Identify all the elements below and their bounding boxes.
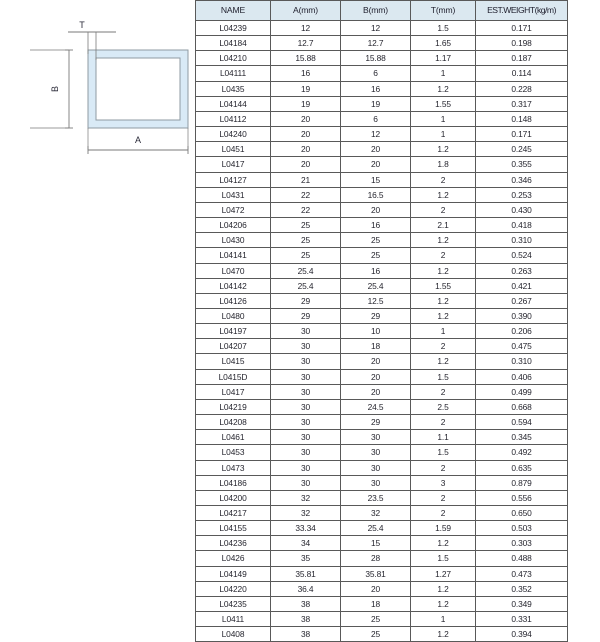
cell-dimension-b: 25 xyxy=(341,233,411,248)
cell-thickness-t: 1.17 xyxy=(411,51,476,66)
cell-est-weight: 0.418 xyxy=(476,218,568,233)
cell-est-weight: 0.668 xyxy=(476,399,568,414)
cell-dimension-a: 25 xyxy=(271,248,341,263)
thickness-label: T xyxy=(79,20,85,30)
cell-dimension-a: 30 xyxy=(271,430,341,445)
cell-est-weight: 0.171 xyxy=(476,21,568,36)
cell-thickness-t: 1 xyxy=(411,324,476,339)
cell-est-weight: 0.171 xyxy=(476,127,568,142)
cell-name: L04220 xyxy=(196,581,271,596)
cell-name: L04240 xyxy=(196,127,271,142)
cell-dimension-a: 34 xyxy=(271,536,341,551)
cell-dimension-b: 28 xyxy=(341,551,411,566)
table-row xyxy=(196,490,568,505)
cell-dimension-b: 20 xyxy=(341,354,411,369)
cell-thickness-t: 2 xyxy=(411,202,476,217)
cell-dimension-a: 32 xyxy=(271,490,341,505)
cell-thickness-t: 1.2 xyxy=(411,627,476,642)
cell-dimension-b: 20 xyxy=(341,369,411,384)
cell-name: L04144 xyxy=(196,96,271,111)
cell-dimension-a: 22 xyxy=(271,202,341,217)
cell-est-weight: 0.390 xyxy=(476,308,568,323)
cell-dimension-a: 35 xyxy=(271,551,341,566)
cell-name: L0426 xyxy=(196,551,271,566)
table-row xyxy=(196,36,568,51)
cell-name: L04219 xyxy=(196,399,271,414)
table-row xyxy=(196,278,568,293)
cell-est-weight: 0.556 xyxy=(476,490,568,505)
table-row xyxy=(196,293,568,308)
cell-dimension-b: 30 xyxy=(341,445,411,460)
cell-dimension-a: 30 xyxy=(271,460,341,475)
cell-est-weight: 0.394 xyxy=(476,627,568,642)
column-header-est-weight: EST.WEIGHT(kg/m) xyxy=(476,1,568,21)
table-row xyxy=(196,157,568,172)
table-row xyxy=(196,142,568,157)
column-header-b: B(mm) xyxy=(341,1,411,21)
cell-thickness-t: 1.8 xyxy=(411,157,476,172)
table-header xyxy=(196,1,568,21)
cell-dimension-b: 20 xyxy=(341,384,411,399)
cell-thickness-t: 3 xyxy=(411,475,476,490)
cell-thickness-t: 1.59 xyxy=(411,521,476,536)
cell-est-weight: 0.228 xyxy=(476,81,568,96)
cell-name: L0451 xyxy=(196,142,271,157)
rectangular-tube-cross-section-diagram xyxy=(0,18,195,183)
cell-dimension-b: 12 xyxy=(341,127,411,142)
cell-thickness-t: 2 xyxy=(411,248,476,263)
cell-dimension-b: 18 xyxy=(341,339,411,354)
cell-dimension-b: 16 xyxy=(341,218,411,233)
cell-thickness-t: 2 xyxy=(411,384,476,399)
cell-thickness-t: 1.5 xyxy=(411,551,476,566)
cell-thickness-t: 1.1 xyxy=(411,430,476,445)
table-row xyxy=(196,430,568,445)
cell-thickness-t: 2 xyxy=(411,172,476,187)
table-row xyxy=(196,308,568,323)
cell-dimension-b: 16.5 xyxy=(341,187,411,202)
table-row xyxy=(196,627,568,642)
cell-thickness-t: 1.5 xyxy=(411,21,476,36)
cell-est-weight: 0.430 xyxy=(476,202,568,217)
cell-thickness-t: 1.2 xyxy=(411,596,476,611)
cell-name: L04155 xyxy=(196,521,271,536)
cell-est-weight: 0.148 xyxy=(476,111,568,126)
cell-dimension-a: 15.88 xyxy=(271,51,341,66)
cell-est-weight: 0.303 xyxy=(476,536,568,551)
table-row xyxy=(196,324,568,339)
cell-dimension-b: 12 xyxy=(341,21,411,36)
cell-name: L04208 xyxy=(196,415,271,430)
cell-dimension-a: 35.81 xyxy=(271,566,341,581)
cell-dimension-b: 30 xyxy=(341,460,411,475)
table-row xyxy=(196,51,568,66)
cell-est-weight: 0.310 xyxy=(476,354,568,369)
cell-name: L0411 xyxy=(196,612,271,627)
table-row xyxy=(196,415,568,430)
cell-est-weight: 0.406 xyxy=(476,369,568,384)
cell-dimension-b: 6 xyxy=(341,111,411,126)
cell-dimension-a: 19 xyxy=(271,96,341,111)
cell-thickness-t: 1.2 xyxy=(411,233,476,248)
cell-est-weight: 0.492 xyxy=(476,445,568,460)
column-header-name: NAME xyxy=(196,1,271,21)
cell-name: L04217 xyxy=(196,506,271,521)
cell-dimension-b: 35.81 xyxy=(341,566,411,581)
cell-dimension-a: 20 xyxy=(271,111,341,126)
cell-thickness-t: 2 xyxy=(411,506,476,521)
cell-dimension-a: 12.7 xyxy=(271,36,341,51)
cell-dimension-a: 38 xyxy=(271,612,341,627)
cell-est-weight: 0.488 xyxy=(476,551,568,566)
cell-dimension-b: 20 xyxy=(341,142,411,157)
cell-name: L04141 xyxy=(196,248,271,263)
table-row xyxy=(196,202,568,217)
cell-dimension-b: 10 xyxy=(341,324,411,339)
cell-est-weight: 0.245 xyxy=(476,142,568,157)
specification-table xyxy=(195,0,568,642)
table-row xyxy=(196,21,568,36)
cell-name: L0472 xyxy=(196,202,271,217)
cell-dimension-a: 33.34 xyxy=(271,521,341,536)
cell-name: L04186 xyxy=(196,475,271,490)
table-row xyxy=(196,612,568,627)
cell-dimension-a: 30 xyxy=(271,384,341,399)
cell-est-weight: 0.263 xyxy=(476,263,568,278)
table-row xyxy=(196,521,568,536)
cell-name: L04206 xyxy=(196,218,271,233)
cell-dimension-a: 30 xyxy=(271,354,341,369)
table-row xyxy=(196,187,568,202)
cell-dimension-a: 20 xyxy=(271,142,341,157)
cell-est-weight: 0.421 xyxy=(476,278,568,293)
cell-est-weight: 0.473 xyxy=(476,566,568,581)
cell-est-weight: 0.331 xyxy=(476,612,568,627)
table-row xyxy=(196,233,568,248)
cell-est-weight: 0.650 xyxy=(476,506,568,521)
table-header-row xyxy=(196,1,568,21)
cell-est-weight: 0.267 xyxy=(476,293,568,308)
table-row xyxy=(196,96,568,111)
cell-dimension-b: 25 xyxy=(341,248,411,263)
cell-name: L04239 xyxy=(196,21,271,36)
table-row xyxy=(196,263,568,278)
cell-dimension-b: 15 xyxy=(341,536,411,551)
cell-dimension-a: 20 xyxy=(271,157,341,172)
cell-dimension-b: 25.4 xyxy=(341,521,411,536)
cell-thickness-t: 1.27 xyxy=(411,566,476,581)
cell-est-weight: 0.352 xyxy=(476,581,568,596)
cell-name: L04197 xyxy=(196,324,271,339)
cell-thickness-t: 2.5 xyxy=(411,399,476,414)
cell-name: L0461 xyxy=(196,430,271,445)
cell-dimension-b: 16 xyxy=(341,81,411,96)
cell-dimension-a: 25 xyxy=(271,218,341,233)
table-row xyxy=(196,172,568,187)
cell-dimension-a: 20 xyxy=(271,127,341,142)
cell-dimension-b: 12.5 xyxy=(341,293,411,308)
tube-inner-outline xyxy=(96,58,180,120)
cell-est-weight: 0.503 xyxy=(476,521,568,536)
cell-est-weight: 0.349 xyxy=(476,596,568,611)
cell-est-weight: 0.317 xyxy=(476,96,568,111)
cell-est-weight: 0.206 xyxy=(476,324,568,339)
cell-est-weight: 0.524 xyxy=(476,248,568,263)
cell-dimension-b: 24.5 xyxy=(341,399,411,414)
table-row xyxy=(196,596,568,611)
cell-dimension-b: 18 xyxy=(341,596,411,611)
cell-thickness-t: 1.55 xyxy=(411,96,476,111)
cell-name: L0417 xyxy=(196,157,271,172)
cell-thickness-t: 1.2 xyxy=(411,263,476,278)
cell-dimension-a: 30 xyxy=(271,399,341,414)
cell-name: L04236 xyxy=(196,536,271,551)
table-row xyxy=(196,460,568,475)
cell-dimension-a: 19 xyxy=(271,81,341,96)
cell-dimension-b: 15 xyxy=(341,172,411,187)
table-row xyxy=(196,566,568,581)
cell-name: L04184 xyxy=(196,36,271,51)
table-row xyxy=(196,248,568,263)
cell-name: L04207 xyxy=(196,339,271,354)
cell-dimension-b: 30 xyxy=(341,475,411,490)
table-row xyxy=(196,66,568,81)
table-row xyxy=(196,581,568,596)
cell-name: L0415 xyxy=(196,354,271,369)
table-row xyxy=(196,339,568,354)
cell-dimension-a: 36.4 xyxy=(271,581,341,596)
cell-dimension-a: 21 xyxy=(271,172,341,187)
cell-name: L0431 xyxy=(196,187,271,202)
cell-dimension-a: 29 xyxy=(271,293,341,308)
table-row xyxy=(196,551,568,566)
cell-thickness-t: 2 xyxy=(411,490,476,505)
table-row xyxy=(196,111,568,126)
cell-dimension-a: 29 xyxy=(271,308,341,323)
table-row xyxy=(196,399,568,414)
table-row xyxy=(196,536,568,551)
cell-dimension-b: 16 xyxy=(341,263,411,278)
cell-dimension-b: 29 xyxy=(341,415,411,430)
cell-est-weight: 0.253 xyxy=(476,187,568,202)
cell-name: L0435 xyxy=(196,81,271,96)
cell-est-weight: 0.355 xyxy=(476,157,568,172)
table-row xyxy=(196,445,568,460)
table-row xyxy=(196,475,568,490)
cell-est-weight: 0.114 xyxy=(476,66,568,81)
cell-dimension-a: 12 xyxy=(271,21,341,36)
cell-name: L04200 xyxy=(196,490,271,505)
cell-est-weight: 0.187 xyxy=(476,51,568,66)
cell-thickness-t: 1.55 xyxy=(411,278,476,293)
cell-dimension-a: 30 xyxy=(271,369,341,384)
table-row xyxy=(196,127,568,142)
cell-name: L04235 xyxy=(196,596,271,611)
cell-thickness-t: 1.5 xyxy=(411,445,476,460)
cell-est-weight: 0.345 xyxy=(476,430,568,445)
cell-dimension-a: 32 xyxy=(271,506,341,521)
cell-thickness-t: 1.2 xyxy=(411,536,476,551)
cell-dimension-b: 20 xyxy=(341,157,411,172)
cell-thickness-t: 1.2 xyxy=(411,81,476,96)
cell-name: L0473 xyxy=(196,460,271,475)
cell-dimension-b: 6 xyxy=(341,66,411,81)
cell-dimension-a: 25.4 xyxy=(271,278,341,293)
cell-dimension-b: 15.88 xyxy=(341,51,411,66)
cell-name: L0430 xyxy=(196,233,271,248)
cell-est-weight: 0.499 xyxy=(476,384,568,399)
table-body xyxy=(196,21,568,642)
table-row xyxy=(196,218,568,233)
cell-name: L0415D xyxy=(196,369,271,384)
cell-name: L04149 xyxy=(196,566,271,581)
cell-name: L04127 xyxy=(196,172,271,187)
cell-dimension-a: 25 xyxy=(271,233,341,248)
cell-dimension-b: 25 xyxy=(341,627,411,642)
cell-est-weight: 0.594 xyxy=(476,415,568,430)
column-header-a: A(mm) xyxy=(271,1,341,21)
cell-est-weight: 0.635 xyxy=(476,460,568,475)
cell-name: L04111 xyxy=(196,66,271,81)
cell-dimension-b: 20 xyxy=(341,202,411,217)
cell-dimension-b: 29 xyxy=(341,308,411,323)
cell-dimension-b: 32 xyxy=(341,506,411,521)
cell-dimension-b: 25 xyxy=(341,612,411,627)
width-label: A xyxy=(134,135,142,145)
tube-diagram-pane xyxy=(0,0,195,600)
table-row xyxy=(196,354,568,369)
cell-est-weight: 0.879 xyxy=(476,475,568,490)
cell-name: L04142 xyxy=(196,278,271,293)
cell-thickness-t: 2 xyxy=(411,339,476,354)
cell-thickness-t: 1 xyxy=(411,127,476,142)
cell-thickness-t: 1.2 xyxy=(411,293,476,308)
cell-thickness-t: 1.65 xyxy=(411,36,476,51)
cell-est-weight: 0.475 xyxy=(476,339,568,354)
cell-thickness-t: 2 xyxy=(411,415,476,430)
table-row xyxy=(196,369,568,384)
cell-dimension-b: 20 xyxy=(341,581,411,596)
cell-name: L0453 xyxy=(196,445,271,460)
cell-est-weight: 0.346 xyxy=(476,172,568,187)
cell-name: L04210 xyxy=(196,51,271,66)
cell-thickness-t: 1 xyxy=(411,612,476,627)
cell-dimension-b: 23.5 xyxy=(341,490,411,505)
cell-thickness-t: 1.2 xyxy=(411,187,476,202)
cell-name: L0480 xyxy=(196,308,271,323)
cell-name: L0408 xyxy=(196,627,271,642)
cell-thickness-t: 1.2 xyxy=(411,142,476,157)
cell-dimension-a: 30 xyxy=(271,339,341,354)
cell-dimension-a: 25.4 xyxy=(271,263,341,278)
cell-dimension-b: 12.7 xyxy=(341,36,411,51)
cell-name: L0417 xyxy=(196,384,271,399)
cell-thickness-t: 1 xyxy=(411,111,476,126)
cell-name: L04112 xyxy=(196,111,271,126)
cell-thickness-t: 1.2 xyxy=(411,308,476,323)
cell-dimension-a: 38 xyxy=(271,627,341,642)
cell-dimension-b: 30 xyxy=(341,430,411,445)
cell-thickness-t: 1.2 xyxy=(411,354,476,369)
cell-dimension-a: 22 xyxy=(271,187,341,202)
cell-thickness-t: 2.1 xyxy=(411,218,476,233)
table-row xyxy=(196,81,568,96)
height-label: B xyxy=(50,85,60,93)
cell-dimension-a: 16 xyxy=(271,66,341,81)
cell-dimension-a: 30 xyxy=(271,475,341,490)
cell-thickness-t: 2 xyxy=(411,460,476,475)
cell-est-weight: 0.310 xyxy=(476,233,568,248)
cell-name: L0470 xyxy=(196,263,271,278)
cell-name: L04126 xyxy=(196,293,271,308)
cell-thickness-t: 1 xyxy=(411,66,476,81)
table-row xyxy=(196,384,568,399)
cell-dimension-a: 38 xyxy=(271,596,341,611)
cell-est-weight: 0.198 xyxy=(476,36,568,51)
cell-dimension-b: 19 xyxy=(341,96,411,111)
table-row xyxy=(196,506,568,521)
cell-thickness-t: 1.2 xyxy=(411,581,476,596)
column-header-t: T(mm) xyxy=(411,1,476,21)
cell-dimension-a: 30 xyxy=(271,445,341,460)
specification-table-pane xyxy=(195,0,600,640)
cell-dimension-a: 30 xyxy=(271,324,341,339)
cell-dimension-a: 30 xyxy=(271,415,341,430)
cell-dimension-b: 25.4 xyxy=(341,278,411,293)
cell-thickness-t: 1.5 xyxy=(411,369,476,384)
